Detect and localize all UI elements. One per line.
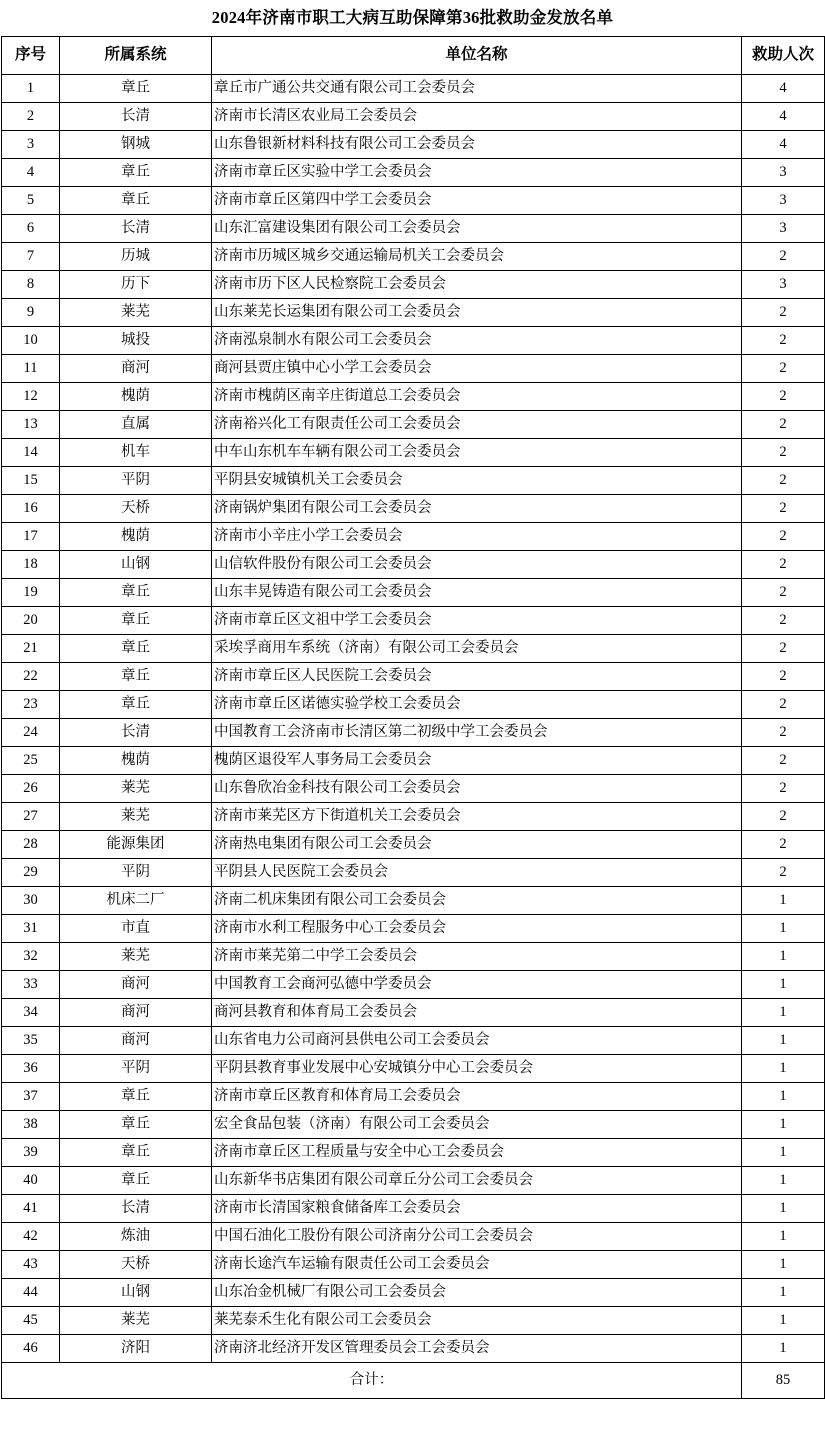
cell-system: 钢城 (60, 131, 212, 159)
table-row (2, 299, 825, 327)
table-row (2, 915, 825, 943)
cell-system: 长清 (60, 719, 212, 747)
cell-system: 长清 (60, 103, 212, 131)
cell-index: 8 (2, 271, 60, 299)
cell-unit: 山东省电力公司商河县供电公司工会委员会 (212, 1027, 742, 1055)
cell-unit: 济南裕兴化工有限责任公司工会委员会 (212, 411, 742, 439)
cell-system: 市直 (60, 915, 212, 943)
cell-index: 28 (2, 831, 60, 859)
cell-unit: 槐荫区退役军人事务局工会委员会 (212, 747, 742, 775)
cell-index: 9 (2, 299, 60, 327)
cell-unit: 山东莱芜长运集团有限公司工会委员会 (212, 299, 742, 327)
cell-count: 1 (742, 1279, 825, 1307)
cell-unit: 山东冶金机械厂有限公司工会委员会 (212, 1279, 742, 1307)
table-row (2, 1335, 825, 1363)
table-header-row (2, 37, 825, 75)
cell-count: 1 (742, 1167, 825, 1195)
table-row (2, 579, 825, 607)
cell-unit: 宏全食品包装（济南）有限公司工会委员会 (212, 1111, 742, 1139)
cell-count: 1 (742, 1055, 825, 1083)
cell-unit: 济南市小辛庄小学工会委员会 (212, 523, 742, 551)
cell-index: 22 (2, 663, 60, 691)
cell-index: 35 (2, 1027, 60, 1055)
cell-unit: 济南市历城区城乡交通运输局机关工会委员会 (212, 243, 742, 271)
cell-index: 12 (2, 383, 60, 411)
cell-system: 平阴 (60, 859, 212, 887)
cell-unit: 济南市章丘区诺德实验学校工会委员会 (212, 691, 742, 719)
cell-system: 章丘 (60, 1139, 212, 1167)
table-row (2, 943, 825, 971)
cell-unit: 山东汇富建设集团有限公司工会委员会 (212, 215, 742, 243)
cell-count: 1 (742, 1139, 825, 1167)
table-row (2, 495, 825, 523)
table-row (2, 691, 825, 719)
table-row (2, 1279, 825, 1307)
cell-count: 4 (742, 131, 825, 159)
cell-count: 2 (742, 635, 825, 663)
table-row (2, 1055, 825, 1083)
cell-index: 29 (2, 859, 60, 887)
cell-system: 章丘 (60, 579, 212, 607)
cell-count: 3 (742, 271, 825, 299)
cell-count: 1 (742, 1083, 825, 1111)
cell-count: 2 (742, 551, 825, 579)
column-header-unit: 单位名称 (212, 37, 742, 75)
cell-count: 1 (742, 1251, 825, 1279)
cell-system: 商河 (60, 1027, 212, 1055)
table-row (2, 635, 825, 663)
cell-index: 36 (2, 1055, 60, 1083)
cell-unit: 济南市长清区农业局工会委员会 (212, 103, 742, 131)
table-row (2, 803, 825, 831)
table-row (2, 747, 825, 775)
cell-system: 直属 (60, 411, 212, 439)
cell-unit: 商河县教育和体育局工会委员会 (212, 999, 742, 1027)
cell-system: 炼油 (60, 1223, 212, 1251)
cell-unit: 济南长途汽车运输有限责任公司工会委员会 (212, 1251, 742, 1279)
cell-system: 莱芜 (60, 1307, 212, 1335)
table-row (2, 355, 825, 383)
cell-count: 2 (742, 775, 825, 803)
cell-count: 2 (742, 495, 825, 523)
cell-index: 39 (2, 1139, 60, 1167)
table-row (2, 411, 825, 439)
page-title: 2024年济南市职工大病互助保障第36批救助金发放名单 (211, 8, 614, 27)
cell-count: 1 (742, 943, 825, 971)
cell-system: 莱芜 (60, 943, 212, 971)
cell-system: 章丘 (60, 635, 212, 663)
table-row (2, 1027, 825, 1055)
column-header-count: 救助人次 (742, 37, 825, 75)
table-footer (2, 1363, 825, 1399)
table-row (2, 75, 825, 103)
cell-index: 19 (2, 579, 60, 607)
table-row (2, 551, 825, 579)
cell-unit: 中车山东机车车辆有限公司工会委员会 (212, 439, 742, 467)
table-row (2, 103, 825, 131)
cell-system: 章丘 (60, 607, 212, 635)
cell-index: 33 (2, 971, 60, 999)
cell-index: 3 (2, 131, 60, 159)
cell-count: 2 (742, 691, 825, 719)
cell-index: 10 (2, 327, 60, 355)
cell-count: 1 (742, 1307, 825, 1335)
cell-system: 历下 (60, 271, 212, 299)
cell-system: 章丘 (60, 1111, 212, 1139)
cell-unit: 济南市章丘区文祖中学工会委员会 (212, 607, 742, 635)
cell-system: 章丘 (60, 1167, 212, 1195)
cell-count: 3 (742, 215, 825, 243)
cell-system: 机车 (60, 439, 212, 467)
cell-system: 商河 (60, 999, 212, 1027)
cell-unit: 济南济北经济开发区管理委员会工会委员会 (212, 1335, 742, 1363)
cell-system: 天桥 (60, 1251, 212, 1279)
cell-count: 1 (742, 1223, 825, 1251)
grant-recipients-table (1, 36, 825, 1399)
cell-system: 槐荫 (60, 383, 212, 411)
column-header-system: 所属系统 (60, 37, 212, 75)
cell-index: 6 (2, 215, 60, 243)
cell-count: 2 (742, 383, 825, 411)
cell-system: 长清 (60, 1195, 212, 1223)
cell-unit: 平阴县人民医院工会委员会 (212, 859, 742, 887)
cell-unit: 山东新华书店集团有限公司章丘分公司工会委员会 (212, 1167, 742, 1195)
cell-unit: 济南市长清国家粮食储备库工会委员会 (212, 1195, 742, 1223)
table-row (2, 271, 825, 299)
cell-index: 16 (2, 495, 60, 523)
cell-index: 7 (2, 243, 60, 271)
cell-count: 1 (742, 1335, 825, 1363)
cell-count: 2 (742, 607, 825, 635)
cell-index: 11 (2, 355, 60, 383)
table-row (2, 215, 825, 243)
cell-index: 2 (2, 103, 60, 131)
table-row (2, 999, 825, 1027)
cell-index: 38 (2, 1111, 60, 1139)
table-header (2, 37, 825, 75)
cell-index: 21 (2, 635, 60, 663)
cell-index: 27 (2, 803, 60, 831)
cell-index: 30 (2, 887, 60, 915)
cell-system: 平阴 (60, 1055, 212, 1083)
cell-system: 莱芜 (60, 299, 212, 327)
cell-system: 商河 (60, 355, 212, 383)
table-row (2, 887, 825, 915)
cell-unit: 济南泓泉制水有限公司工会委员会 (212, 327, 742, 355)
cell-index: 17 (2, 523, 60, 551)
cell-unit: 济南市章丘区人民医院工会委员会 (212, 663, 742, 691)
cell-count: 1 (742, 887, 825, 915)
cell-count: 2 (742, 719, 825, 747)
cell-index: 4 (2, 159, 60, 187)
cell-system: 山钢 (60, 551, 212, 579)
cell-system: 莱芜 (60, 803, 212, 831)
table-row (2, 131, 825, 159)
table-row (2, 243, 825, 271)
cell-count: 2 (742, 859, 825, 887)
cell-count: 2 (742, 327, 825, 355)
cell-count: 1 (742, 1027, 825, 1055)
cell-system: 章丘 (60, 159, 212, 187)
cell-system: 天桥 (60, 495, 212, 523)
table-row (2, 663, 825, 691)
table-row (2, 719, 825, 747)
cell-unit: 济南市历下区人民检察院工会委员会 (212, 271, 742, 299)
cell-index: 1 (2, 75, 60, 103)
cell-count: 1 (742, 915, 825, 943)
cell-unit: 山东鲁银新材料科技有限公司工会委员会 (212, 131, 742, 159)
cell-system: 章丘 (60, 663, 212, 691)
total-row (2, 1363, 825, 1399)
cell-system: 城投 (60, 327, 212, 355)
cell-system: 槐荫 (60, 523, 212, 551)
cell-index: 20 (2, 607, 60, 635)
cell-unit: 济南二机床集团有限公司工会委员会 (212, 887, 742, 915)
table-row (2, 607, 825, 635)
total-value: 85 (742, 1363, 825, 1399)
cell-system: 章丘 (60, 75, 212, 103)
cell-count: 2 (742, 803, 825, 831)
cell-index: 37 (2, 1083, 60, 1111)
table-row (2, 1083, 825, 1111)
cell-count: 2 (742, 299, 825, 327)
cell-unit: 济南市水利工程服务中心工会委员会 (212, 915, 742, 943)
cell-index: 43 (2, 1251, 60, 1279)
cell-count: 2 (742, 243, 825, 271)
cell-unit: 商河县贾庄镇中心小学工会委员会 (212, 355, 742, 383)
table-body (2, 75, 825, 1363)
cell-count: 2 (742, 439, 825, 467)
table-row (2, 383, 825, 411)
cell-count: 2 (742, 523, 825, 551)
cell-unit: 章丘市广通公共交通有限公司工会委员会 (212, 75, 742, 103)
cell-index: 5 (2, 187, 60, 215)
table-row (2, 523, 825, 551)
cell-index: 15 (2, 467, 60, 495)
cell-index: 40 (2, 1167, 60, 1195)
table-row (2, 1111, 825, 1139)
cell-system: 章丘 (60, 691, 212, 719)
cell-index: 32 (2, 943, 60, 971)
cell-system: 商河 (60, 971, 212, 999)
cell-system: 能源集团 (60, 831, 212, 859)
table-row (2, 187, 825, 215)
table-row (2, 159, 825, 187)
cell-system: 章丘 (60, 1083, 212, 1111)
cell-system: 平阴 (60, 467, 212, 495)
cell-index: 41 (2, 1195, 60, 1223)
cell-count: 1 (742, 971, 825, 999)
cell-unit: 济南市莱芜区方下街道机关工会委员会 (212, 803, 742, 831)
cell-count: 2 (742, 467, 825, 495)
cell-index: 45 (2, 1307, 60, 1335)
table-row (2, 971, 825, 999)
cell-system: 槐荫 (60, 747, 212, 775)
cell-index: 42 (2, 1223, 60, 1251)
table-row (2, 1167, 825, 1195)
cell-unit: 济南市莱芜第二中学工会委员会 (212, 943, 742, 971)
cell-index: 31 (2, 915, 60, 943)
table-row (2, 1251, 825, 1279)
table-row (2, 1223, 825, 1251)
cell-count: 2 (742, 355, 825, 383)
cell-index: 44 (2, 1279, 60, 1307)
cell-unit: 莱芜泰禾生化有限公司工会委员会 (212, 1307, 742, 1335)
cell-index: 34 (2, 999, 60, 1027)
cell-unit: 采埃孚商用车系统（济南）有限公司工会委员会 (212, 635, 742, 663)
cell-unit: 中国石油化工股份有限公司济南分公司工会委员会 (212, 1223, 742, 1251)
cell-index: 24 (2, 719, 60, 747)
cell-count: 2 (742, 411, 825, 439)
cell-index: 14 (2, 439, 60, 467)
table-row (2, 859, 825, 887)
column-header-index: 序号 (2, 37, 60, 75)
cell-count: 1 (742, 999, 825, 1027)
table-row (2, 831, 825, 859)
cell-count: 2 (742, 663, 825, 691)
cell-count: 4 (742, 75, 825, 103)
cell-count: 2 (742, 831, 825, 859)
cell-unit: 济南热电集团有限公司工会委员会 (212, 831, 742, 859)
table-row (2, 467, 825, 495)
cell-unit: 山信软件股份有限公司工会委员会 (212, 551, 742, 579)
table-row (2, 775, 825, 803)
cell-system: 莱芜 (60, 775, 212, 803)
cell-unit: 中国教育工会商河弘德中学委员会 (212, 971, 742, 999)
cell-unit: 济南市章丘区教育和体育局工会委员会 (212, 1083, 742, 1111)
cell-system: 山钢 (60, 1279, 212, 1307)
table-row (2, 1139, 825, 1167)
cell-unit: 济南市章丘区第四中学工会委员会 (212, 187, 742, 215)
table-row (2, 1195, 825, 1223)
table-row (2, 1307, 825, 1335)
cell-index: 26 (2, 775, 60, 803)
table-row (2, 439, 825, 467)
cell-count: 3 (742, 187, 825, 215)
cell-count: 4 (742, 103, 825, 131)
cell-index: 23 (2, 691, 60, 719)
cell-count: 3 (742, 159, 825, 187)
cell-unit: 济南市槐荫区南辛庄街道总工会委员会 (212, 383, 742, 411)
cell-unit: 济南市章丘区实验中学工会委员会 (212, 159, 742, 187)
cell-unit: 平阴县安城镇机关工会委员会 (212, 467, 742, 495)
cell-system: 济阳 (60, 1335, 212, 1363)
cell-unit: 平阴县教育事业发展中心安城镇分中心工会委员会 (212, 1055, 742, 1083)
cell-system: 历城 (60, 243, 212, 271)
cell-index: 46 (2, 1335, 60, 1363)
cell-unit: 济南市章丘区工程质量与安全中心工会委员会 (212, 1139, 742, 1167)
cell-system: 机床二厂 (60, 887, 212, 915)
cell-count: 1 (742, 1195, 825, 1223)
cell-unit: 济南锅炉集团有限公司工会委员会 (212, 495, 742, 523)
cell-unit: 山东鲁欣冶金科技有限公司工会委员会 (212, 775, 742, 803)
cell-index: 25 (2, 747, 60, 775)
table-row (2, 327, 825, 355)
cell-system: 长清 (60, 215, 212, 243)
cell-index: 18 (2, 551, 60, 579)
cell-system: 章丘 (60, 187, 212, 215)
cell-index: 13 (2, 411, 60, 439)
cell-unit: 中国教育工会济南市长清区第二初级中学工会委员会 (212, 719, 742, 747)
cell-count: 1 (742, 1111, 825, 1139)
cell-count: 2 (742, 747, 825, 775)
total-label: 合计： (2, 1363, 742, 1399)
cell-count: 2 (742, 579, 825, 607)
cell-unit: 山东丰晃铸造有限公司工会委员会 (212, 579, 742, 607)
